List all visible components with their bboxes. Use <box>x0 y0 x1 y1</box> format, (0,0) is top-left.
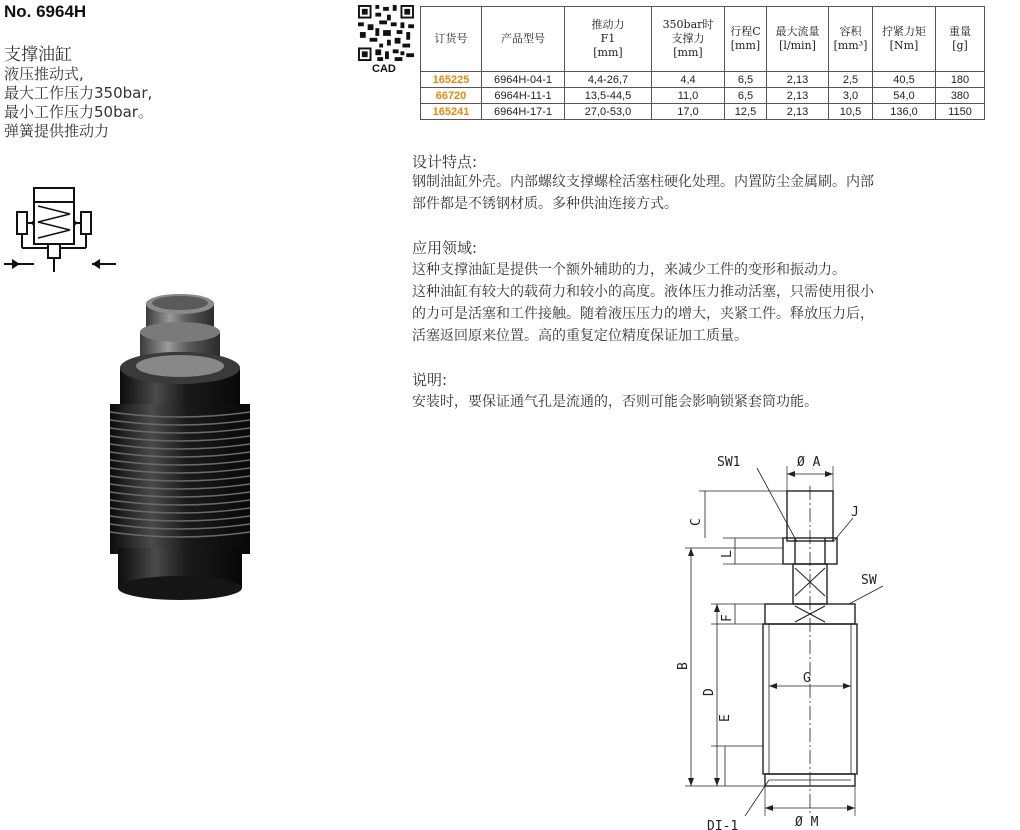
label-dia-m: Ø M <box>795 815 819 830</box>
table-row <box>421 104 985 120</box>
table-cell: 4,4-26,7 <box>565 72 652 88</box>
table-header-cell <box>565 7 652 72</box>
table-cell: 1150 <box>936 104 985 120</box>
label-sw: SW <box>861 573 877 588</box>
header-line: [l/min] <box>779 39 816 52</box>
table-cell: 4,4 <box>652 72 725 88</box>
product-number: No. 6964H <box>4 2 87 21</box>
table-header-cell <box>421 7 482 72</box>
spec-line: 弹簧提供推动力 <box>4 122 110 140</box>
label-dia-a: Ø A <box>797 455 821 470</box>
table-header-row <box>421 7 985 72</box>
header-line: [mm] <box>730 39 761 52</box>
cad-label[interactable]: CAD <box>372 63 396 75</box>
application-line: 的力可是活塞和工件接触。随着液压压力的增大，夹紧工件。释放压力后， <box>412 306 874 322</box>
header-line: F1 <box>600 32 616 45</box>
notes-title: 说明: <box>412 371 448 389</box>
header-line: 订货号 <box>434 32 468 45</box>
header-line: 重量 <box>949 25 971 38</box>
design-line: 部件都是不锈钢材质。多种供油连接方式。 <box>412 196 678 212</box>
table-cell: 12,5 <box>725 104 767 120</box>
label-d: D <box>702 688 717 696</box>
order-number-cell[interactable]: 66720 <box>421 88 482 104</box>
table-row <box>421 88 985 104</box>
table-header-cell <box>725 7 767 72</box>
label-b: B <box>676 662 691 670</box>
table-cell: 40,5 <box>873 72 936 88</box>
header-line: 推动力 <box>591 18 625 31</box>
product-name: 支撑油缸 <box>4 45 72 65</box>
spec-line: 最小工作压力50bar。 <box>4 103 153 121</box>
table-cell: 2,13 <box>767 104 829 120</box>
spec-table <box>420 6 985 120</box>
label-l: L <box>720 550 735 558</box>
label-g: G <box>803 671 811 686</box>
header-line: 行程C <box>730 25 761 38</box>
table-cell: 2,13 <box>767 88 829 104</box>
table-cell: 6,5 <box>725 72 767 88</box>
header-line: [Nm] <box>889 39 919 52</box>
table-cell: 6964H-17-1 <box>482 104 565 120</box>
header-line: 拧紧力矩 <box>882 25 926 38</box>
table-cell: 11,0 <box>652 88 725 104</box>
design-title: 设计特点: <box>412 153 478 171</box>
table-header-cell <box>767 7 829 72</box>
spec-line: 液压推动式, <box>4 65 84 83</box>
application-title: 应用领域: <box>412 239 478 257</box>
table-cell: 2,5 <box>829 72 873 88</box>
application-line: 这种油缸有较大的载荷力和较小的高度。液体压力推动活塞，只需使用很小 <box>412 284 874 300</box>
spec-line: 最大工作压力350bar, <box>4 84 153 102</box>
table-header-cell <box>829 7 873 72</box>
label-j: J <box>851 505 859 520</box>
header-line: 350bar时 <box>662 18 714 31</box>
application-line: 活塞返回原来位置。高的重复定位精度保证加工质量。 <box>412 328 748 344</box>
label-e: E <box>718 714 733 722</box>
table-cell: 380 <box>936 88 985 104</box>
header-line: [mm³] <box>833 39 868 52</box>
qr-code-icon[interactable] <box>358 4 414 62</box>
table-cell: 6964H-11-1 <box>482 88 565 104</box>
product-photo <box>100 286 260 606</box>
table-cell: 54,0 <box>873 88 936 104</box>
header-line: [mm] <box>593 46 623 59</box>
design-line: 钢制油缸外壳。内部螺纹支撑螺栓活塞柱硬化处理。内置防尘金属刷。内部 <box>412 174 874 190</box>
label-c: C <box>689 518 704 526</box>
table-header-cell <box>936 7 985 72</box>
technical-drawing <box>665 446 895 830</box>
application-line: 这种支撑油缸是提供一个额外辅助的力，来减少工件的变形和振动力。 <box>412 262 846 278</box>
order-number-cell[interactable]: 165241 <box>421 104 482 120</box>
table-cell: 27,0-53,0 <box>565 104 652 120</box>
order-number-cell[interactable]: 165225 <box>421 72 482 88</box>
header-line: 最大流量 <box>775 25 820 38</box>
header-line: 容积 <box>839 25 862 38</box>
table-cell: 6964H-04-1 <box>482 72 565 88</box>
table-row <box>421 72 985 88</box>
table-header-cell <box>873 7 936 72</box>
table-cell: 10,5 <box>829 104 873 120</box>
table-cell: 17,0 <box>652 104 725 120</box>
table-header-cell <box>482 7 565 72</box>
header-line: 支撑力 <box>671 32 705 45</box>
table-header-cell <box>652 7 725 72</box>
table-cell: 6,5 <box>725 88 767 104</box>
table-cell: 180 <box>936 72 985 88</box>
label-di1: DI-1 <box>707 819 739 830</box>
notes-line: 安装时，要保证通气孔是流通的，否则可能会影响锁紧套筒功能。 <box>412 394 818 410</box>
header-line: [mm] <box>673 46 703 59</box>
table-cell: 136,0 <box>873 104 936 120</box>
hydraulic-symbol-icon <box>0 182 120 282</box>
table-body <box>421 72 985 120</box>
table-cell: 13,5-44,5 <box>565 88 652 104</box>
header-line: [g] <box>952 39 968 52</box>
table-cell: 2,13 <box>767 72 829 88</box>
header-line: 产品型号 <box>501 32 545 45</box>
label-sw1: SW1 <box>717 455 741 470</box>
table-cell: 3,0 <box>829 88 873 104</box>
label-f: F <box>720 614 735 622</box>
